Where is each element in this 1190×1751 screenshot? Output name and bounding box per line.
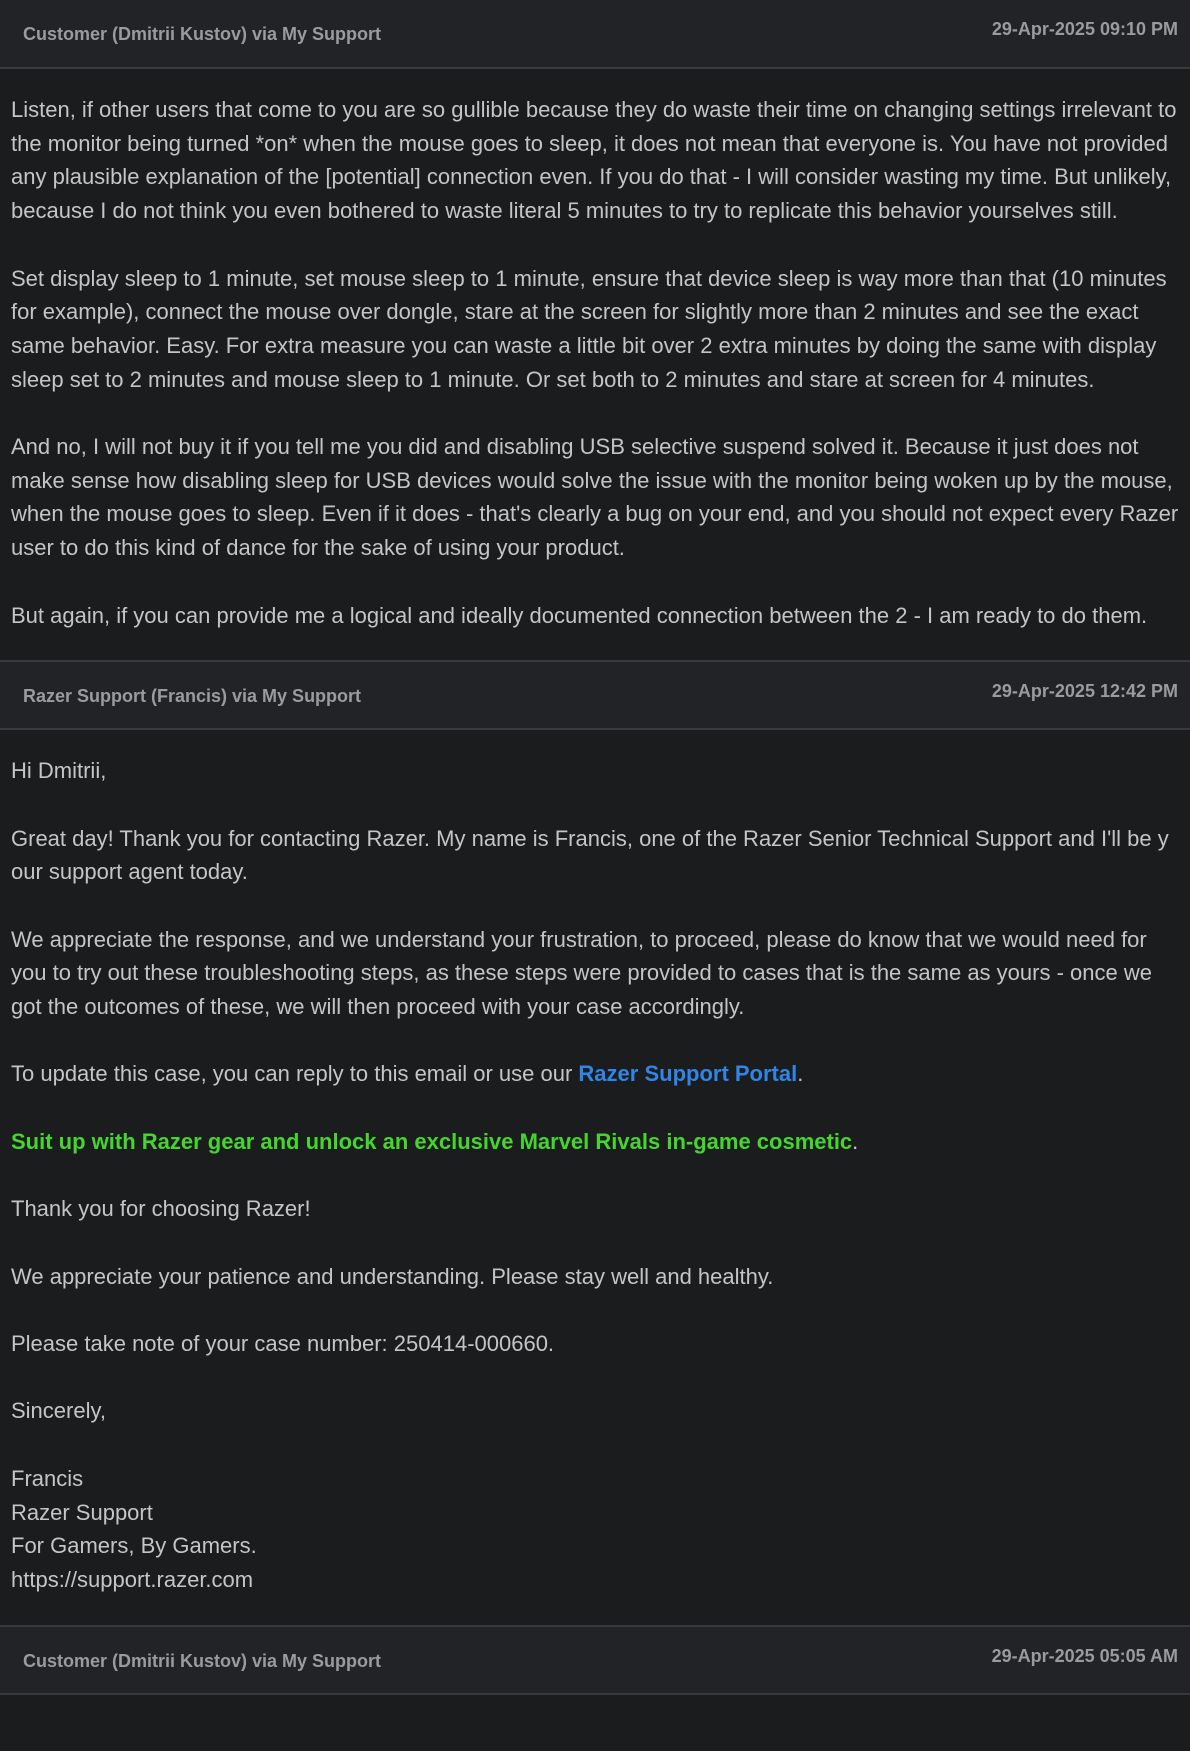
message-paragraph: Set display sleep to 1 minute, set mouse sleep to 1 minute, ensure that device sleep is way more than that (10 minutes for example), connect the mouse over dongle, stare at the screen for slightly more than 2 minutes and see the exact same behavior. Easy. For extra measure you can waste a little bit over 2 extra minutes by doing the same with display sleep set to 2 minutes and mouse sleep to 1 minute. Or set both to 2 minutes and stare at screen for 4 minutes. bbox=[11, 265, 1167, 392]
message-timestamp: 29-Apr-2025 09:10 PM bbox=[991, 19, 1178, 39]
closing: Sincerely, bbox=[11, 1398, 106, 1424]
update-suffix: . bbox=[797, 1061, 804, 1087]
message-author: Customer (Dmitrii Kustov) via My Support bbox=[23, 24, 382, 44]
signature-name: Francis bbox=[11, 1465, 84, 1491]
case-number-paragraph: Please take note of your case number: 250414-000660. bbox=[11, 1331, 555, 1357]
message-body bbox=[0, 69, 1190, 660]
signature bbox=[11, 1462, 1182, 1597]
message-paragraph: But again, if you can provide me a logical and ideally documented connection between the 2 - I am ready to do them. bbox=[11, 602, 1148, 628]
message-paragraph: And no, I will not buy it if you tell me you did and disabling USB selective suspend solved it. Because it just does not make sense how disabling sleep for USB devices would solve the issue with the monitor being woken up by the mouse, when the mouse goes to sleep. Even if it does - that's clearly a bug on your end, and you should not expect every Razer user to do this kind of dance for the sake of using your product. bbox=[11, 434, 1179, 561]
message-support bbox=[0, 660, 1190, 1624]
thanks-paragraph: Thank you for choosing Razer! bbox=[11, 1196, 311, 1222]
promo-link[interactable]: Suit up with Razer gear and unlock an exclusive Marvel Rivals in-game cosmetic bbox=[11, 1128, 853, 1154]
signature-url: https://support.razer.com bbox=[11, 1566, 254, 1592]
message-header bbox=[0, 0, 1190, 69]
body-paragraph: We appreciate the response, and we understand your frustration, to proceed, please do know that we would need for you to try out these troubleshooting steps, as these steps were provided to cases that is the same as yours - once we got the outcomes of these, we will then proceed with your case accordingly. bbox=[11, 926, 1152, 1020]
message-paragraph: Listen, if other users that come to you are so gullible because they do waste their time on changing settings irrelevant to the monitor being turned *on* when the mouse goes to sleep, it does not mean that everyone is. You have not provided any plausible explanation of the [potential] connection even. If you do that - I will consider wasting my time. But unlikely, because I do not think you even bothered to waste literal 5 minutes to try to replicate this behavior yourselves still. bbox=[11, 97, 1177, 224]
signature-team: Razer Support bbox=[11, 1499, 153, 1525]
message-timestamp: 29-Apr-2025 05:05 AM bbox=[991, 1645, 1178, 1666]
message-author: Customer (Dmitrii Kustov) via My Support bbox=[23, 1650, 382, 1671]
signature-tagline: For Gamers, By Gamers. bbox=[11, 1533, 257, 1559]
promo-suffix: . bbox=[852, 1128, 859, 1154]
message-header bbox=[0, 660, 1190, 730]
message-author: Razer Support (Francis) via My Support bbox=[23, 686, 362, 707]
message-body bbox=[0, 730, 1190, 1624]
intro-paragraph: Great day! Thank you for contacting Razer. My name is Francis, one of the Razer Senior Technical Support and I'll be y our support agent today. bbox=[11, 825, 1169, 885]
greeting: Hi Dmitrii, bbox=[11, 758, 107, 784]
promo-paragraph bbox=[11, 1125, 1182, 1159]
patience-paragraph: We appreciate your patience and understanding. Please stay well and healthy. bbox=[11, 1263, 774, 1289]
update-text: To update this case, you can reply to this email or use our bbox=[11, 1061, 579, 1087]
message-customer-1 bbox=[0, 0, 1190, 660]
message-timestamp: 29-Apr-2025 12:42 PM bbox=[991, 681, 1178, 702]
message-customer-2 bbox=[0, 1625, 1190, 1695]
support-portal-link[interactable]: Razer Support Portal bbox=[578, 1061, 798, 1087]
message-header bbox=[0, 1625, 1190, 1695]
update-paragraph bbox=[11, 1057, 1182, 1091]
